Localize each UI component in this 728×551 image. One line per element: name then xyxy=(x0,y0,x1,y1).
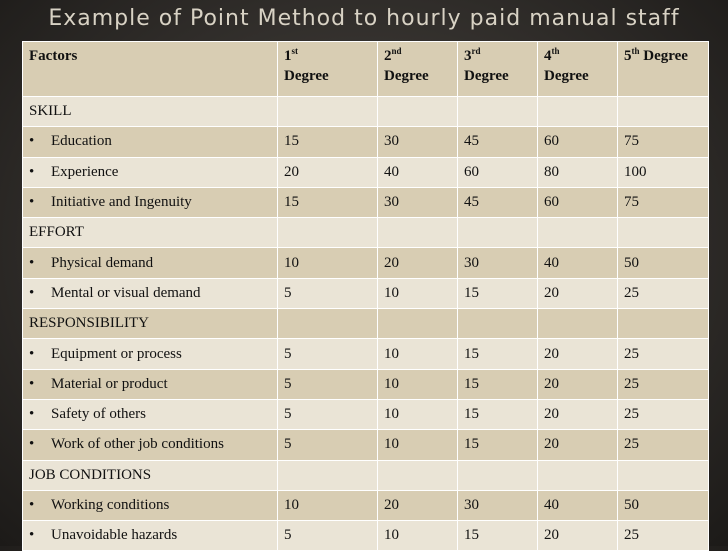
degree-3-suffix: rd xyxy=(471,46,481,56)
degree-4-value: 60 xyxy=(538,127,618,157)
section-label-cell xyxy=(23,218,278,248)
degree-2-value: 10 xyxy=(378,278,458,308)
bullet-icon: • xyxy=(29,345,35,362)
degree-5-value: 50 xyxy=(618,248,709,278)
degree-2-value: 20 xyxy=(378,490,458,520)
degree-2-suffix: nd xyxy=(391,46,402,56)
factor-label-cell xyxy=(23,430,278,460)
degree-1-value: 15 xyxy=(278,187,378,217)
degree-1-value xyxy=(278,97,378,127)
bullet-icon: • xyxy=(29,133,35,150)
degree-4-value: 60 xyxy=(538,187,618,217)
section-row xyxy=(23,218,709,248)
table-body xyxy=(23,42,709,551)
bullet-icon: • xyxy=(29,375,35,392)
degree-4-value xyxy=(538,309,618,339)
degree-4-value xyxy=(538,97,618,127)
factor-row xyxy=(23,369,709,399)
degree-1-value: 10 xyxy=(278,248,378,278)
degree-3-value: 45 xyxy=(458,187,538,217)
factor-label-cell xyxy=(23,127,278,157)
header-degree-1 xyxy=(278,42,378,97)
factor-label: Experience xyxy=(51,163,119,180)
degree-3-value xyxy=(458,309,538,339)
table-header-row xyxy=(23,42,709,97)
header-degree-4 xyxy=(538,42,618,97)
factor-label: Education xyxy=(51,133,112,150)
factor-label: Initiative and Ingenuity xyxy=(51,194,192,211)
factor-row xyxy=(23,339,709,369)
bullet-icon: • xyxy=(29,163,35,180)
factor-row xyxy=(23,278,709,308)
degree-1-suffix: st xyxy=(291,46,298,56)
factor-row xyxy=(23,521,709,551)
degree-2-value: 10 xyxy=(378,369,458,399)
header-degree-2 xyxy=(378,42,458,97)
degree-4-value xyxy=(538,218,618,248)
degree-5-value xyxy=(618,97,709,127)
degree-5-value: 100 xyxy=(618,157,709,187)
degree-4-value: 80 xyxy=(538,157,618,187)
degree-4-value: 20 xyxy=(538,339,618,369)
degree-3-value: 15 xyxy=(458,521,538,551)
degree-4-value: 20 xyxy=(538,399,618,429)
degree-3-value: 15 xyxy=(458,399,538,429)
degree-5-number: 5 xyxy=(624,48,632,64)
factor-label-cell xyxy=(23,339,278,369)
degree-2-word: Degree xyxy=(384,67,429,84)
section-row xyxy=(23,309,709,339)
factor-row xyxy=(23,127,709,157)
degree-4-suffix: th xyxy=(551,46,560,56)
degree-3-word: Degree xyxy=(464,67,509,84)
degree-3-value: 15 xyxy=(458,369,538,399)
degree-2-value: 10 xyxy=(378,430,458,460)
degree-2-value xyxy=(378,97,458,127)
degree-2-value: 20 xyxy=(378,248,458,278)
degree-2-value xyxy=(378,309,458,339)
degree-1-value: 5 xyxy=(278,369,378,399)
degree-1-word: Degree xyxy=(284,67,329,84)
bullet-icon: • xyxy=(29,527,35,544)
degree-5-value: 25 xyxy=(618,278,709,308)
degree-2-value: 40 xyxy=(378,157,458,187)
factor-label: Equipment or process xyxy=(51,345,182,362)
factor-label: Unavoidable hazards xyxy=(51,527,178,544)
degree-2-value xyxy=(378,218,458,248)
factor-label-cell xyxy=(23,157,278,187)
factor-row xyxy=(23,490,709,520)
degree-3-value: 30 xyxy=(458,248,538,278)
degree-5-value: 75 xyxy=(618,187,709,217)
degree-3-value: 15 xyxy=(458,430,538,460)
degree-4-value: 20 xyxy=(538,521,618,551)
degree-3-value: 45 xyxy=(458,127,538,157)
degree-3-value: 15 xyxy=(458,339,538,369)
point-method-table xyxy=(22,41,709,551)
factor-label-cell xyxy=(23,369,278,399)
degree-5-value: 25 xyxy=(618,399,709,429)
bullet-icon: • xyxy=(29,284,35,301)
degree-1-value: 10 xyxy=(278,490,378,520)
section-row xyxy=(23,460,709,490)
factor-row xyxy=(23,157,709,187)
degree-2-value: 10 xyxy=(378,521,458,551)
degree-4-word: Degree xyxy=(544,67,589,84)
degree-2-value xyxy=(378,460,458,490)
degree-1-value: 5 xyxy=(278,521,378,551)
factor-label: Mental or visual demand xyxy=(51,284,201,301)
section-row xyxy=(23,97,709,127)
degree-4-value: 20 xyxy=(538,278,618,308)
degree-3-value: 60 xyxy=(458,157,538,187)
factor-label-cell xyxy=(23,278,278,308)
factor-label-cell xyxy=(23,490,278,520)
degree-5-word: Degree xyxy=(643,48,688,64)
degree-5-value: 75 xyxy=(618,127,709,157)
degree-3-value xyxy=(458,218,538,248)
degree-3-number: 3 xyxy=(464,48,472,64)
degree-2-value: 30 xyxy=(378,127,458,157)
degree-4-value: 20 xyxy=(538,430,618,460)
factor-label-cell xyxy=(23,187,278,217)
factor-label-cell xyxy=(23,248,278,278)
header-factors: Factors xyxy=(23,42,278,97)
section-label: SKILL xyxy=(29,103,72,120)
degree-5-value: 50 xyxy=(618,490,709,520)
degree-2-value: 10 xyxy=(378,339,458,369)
bullet-icon: • xyxy=(29,406,35,423)
section-label: JOB CONDITIONS xyxy=(29,466,152,483)
degree-5-value xyxy=(618,460,709,490)
degree-4-value: 20 xyxy=(538,369,618,399)
factor-label-cell xyxy=(23,521,278,551)
degree-5-suffix: th xyxy=(631,46,640,56)
factor-label: Physical demand xyxy=(51,254,154,271)
bullet-icon: • xyxy=(29,254,35,271)
factor-row xyxy=(23,430,709,460)
degree-1-value xyxy=(278,309,378,339)
header-degree-5 xyxy=(618,42,709,97)
degree-4-value: 40 xyxy=(538,490,618,520)
factor-label-cell xyxy=(23,399,278,429)
degree-3-value xyxy=(458,460,538,490)
degree-1-value: 5 xyxy=(278,399,378,429)
factor-label: Safety of others xyxy=(51,406,146,423)
degree-3-value: 30 xyxy=(458,490,538,520)
degree-4-value: 40 xyxy=(538,248,618,278)
degree-1-value: 5 xyxy=(278,430,378,460)
degree-4-value xyxy=(538,460,618,490)
degree-5-value: 25 xyxy=(618,521,709,551)
degree-5-value xyxy=(618,218,709,248)
factor-label: Work of other job conditions xyxy=(51,436,224,453)
section-label: EFFORT xyxy=(29,224,84,241)
factor-row xyxy=(23,248,709,278)
factor-row xyxy=(23,187,709,217)
section-label-cell xyxy=(23,460,278,490)
section-label-cell xyxy=(23,97,278,127)
bullet-icon: • xyxy=(29,436,35,453)
degree-5-value: 25 xyxy=(618,430,709,460)
degree-2-value: 30 xyxy=(378,187,458,217)
degree-3-value xyxy=(458,97,538,127)
degree-1-value: 5 xyxy=(278,278,378,308)
degree-4-number: 4 xyxy=(544,48,552,64)
degree-1-value xyxy=(278,218,378,248)
factor-label: Material or product xyxy=(51,375,168,392)
degree-5-value: 25 xyxy=(618,339,709,369)
factor-row xyxy=(23,399,709,429)
degree-2-value: 10 xyxy=(378,399,458,429)
factor-label: Working conditions xyxy=(51,497,170,513)
bullet-icon: • xyxy=(29,497,35,513)
degree-3-value: 15 xyxy=(458,278,538,308)
degree-5-value: 25 xyxy=(618,369,709,399)
header-degree-3 xyxy=(458,42,538,97)
degree-1-value xyxy=(278,460,378,490)
bullet-icon: • xyxy=(29,194,35,211)
degree-1-value: 20 xyxy=(278,157,378,187)
degree-5-value xyxy=(618,309,709,339)
section-label-cell xyxy=(23,309,278,339)
slide-title: Example of Point Method to hourly paid manual staff xyxy=(48,6,680,31)
degree-1-value: 5 xyxy=(278,339,378,369)
section-label: RESPONSIBILITY xyxy=(29,315,150,332)
degree-1-number: 1 xyxy=(284,48,292,64)
degree-1-value: 15 xyxy=(278,127,378,157)
degree-2-number: 2 xyxy=(384,48,392,64)
